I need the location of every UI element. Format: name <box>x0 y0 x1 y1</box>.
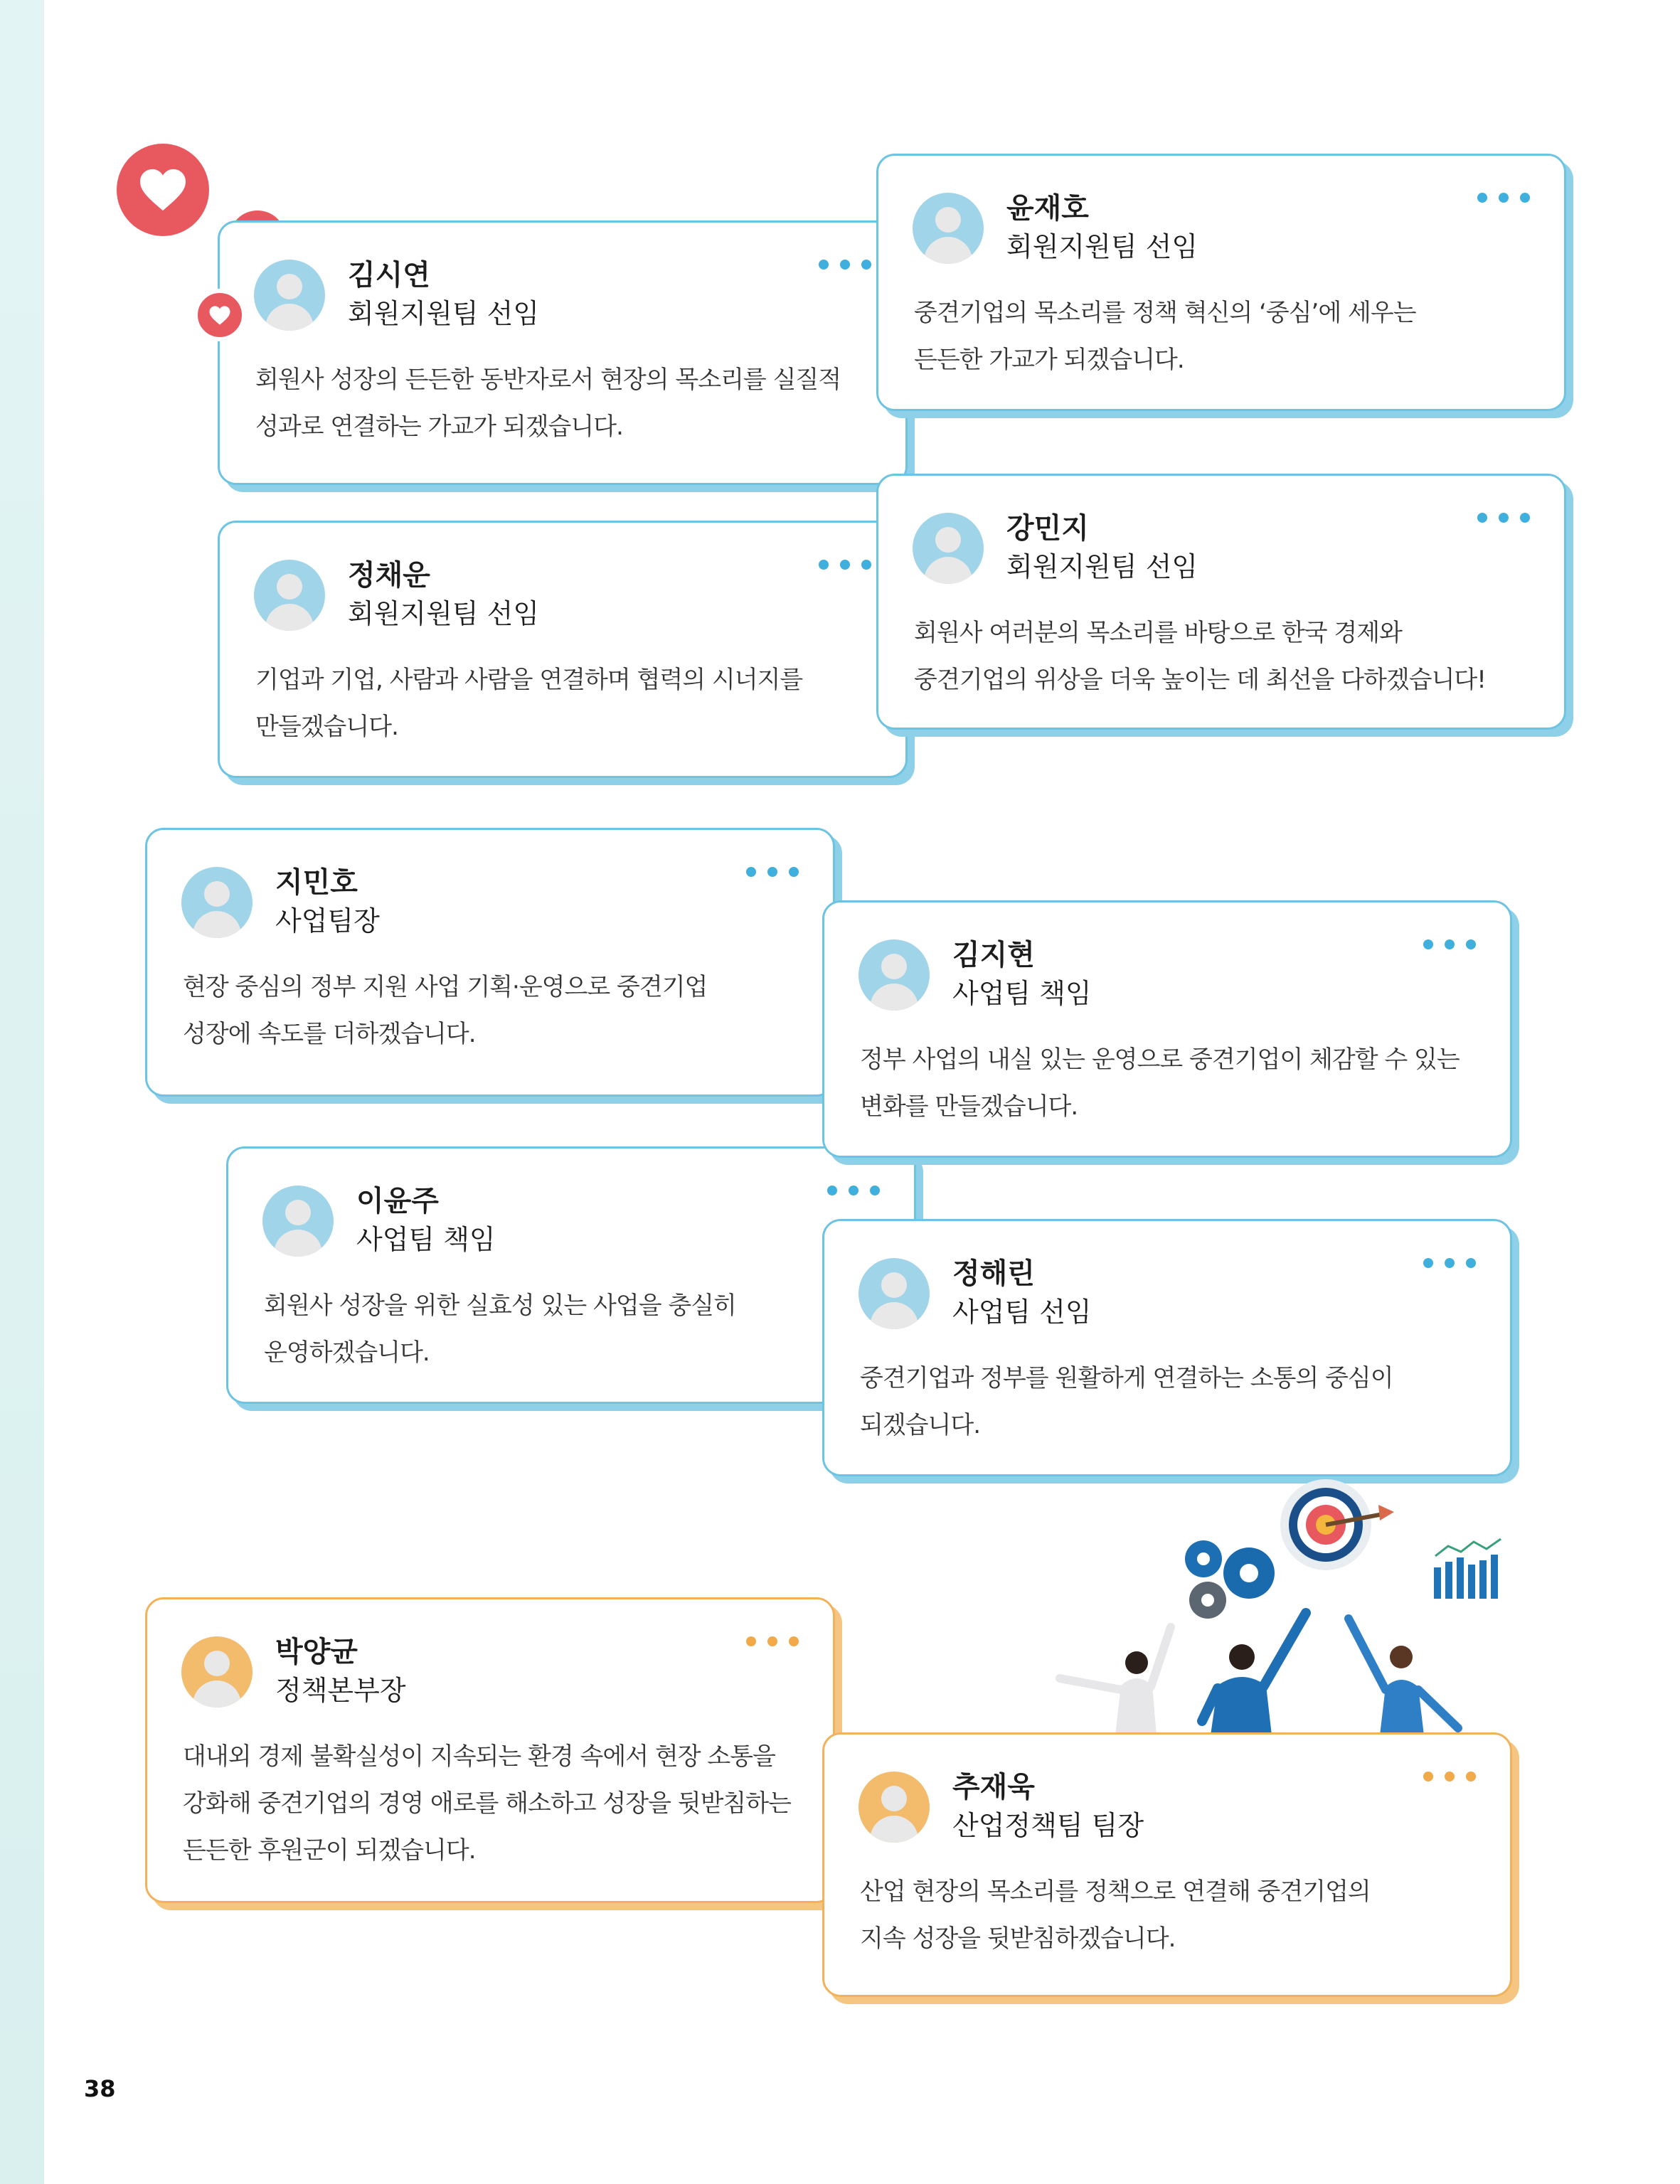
staff-message: 회원사 성장의 든든한 동반자로서 현장의 목소리를 실질적 성과로 연결하는 가교가 되겠습니다. <box>255 366 841 441</box>
staff-role: 사업팀장 <box>275 905 380 937</box>
staff-name: 김시연 <box>348 259 430 292</box>
staff-name: 김지현 <box>952 939 1035 971</box>
more-dots-icon[interactable] <box>827 1186 880 1195</box>
staff-name: 지민호 <box>275 866 358 899</box>
staff-message: 정부 사업의 내실 있는 운영으로 중견기업이 체감할 수 있는 변화를 만들겠습니다. <box>860 1045 1460 1121</box>
staff-role: 회원지원팀 선임 <box>348 298 540 329</box>
staff-message: 대내외 경제 불확실성이 지속되는 환경 속에서 현장 소통을 강화해 중견기업의 경영 애로를 해소하고 성장을 뒷받침하는 든든한 후원군이 되겠습니다. <box>183 1742 791 1865</box>
staff-name: 이윤주 <box>356 1185 439 1218</box>
staff-message: 중견기업과 정부를 원활하게 연결하는 소통의 중심이 되겠습니다. <box>860 1364 1393 1439</box>
staff-role: 회원지원팀 선임 <box>1006 551 1198 582</box>
side-decor-strip <box>0 0 44 2184</box>
more-dots-icon[interactable] <box>1477 193 1530 203</box>
staff-role: 산업정책팀 팀장 <box>952 1810 1144 1841</box>
staff-card <box>822 1732 1512 1997</box>
staff-card <box>876 154 1566 411</box>
staff-name: 추재욱 <box>952 1771 1035 1804</box>
staff-card <box>822 900 1512 1158</box>
page-number: 38 <box>84 2075 116 2102</box>
staff-message: 회원사 여러분의 목소리를 바탕으로 한국 경제와 중견기업의 위상을 더욱 높이는 데 최선을 다하겠습니다! <box>914 619 1486 694</box>
more-dots-icon[interactable] <box>1423 1258 1476 1268</box>
staff-card <box>218 521 908 778</box>
user-avatar-icon <box>858 1772 930 1843</box>
staff-card <box>876 474 1566 730</box>
user-avatar-icon <box>913 193 984 264</box>
user-avatar-icon <box>181 867 252 938</box>
user-avatar-icon <box>858 939 930 1011</box>
staff-card <box>145 828 835 1097</box>
heart-icon <box>117 144 209 236</box>
staff-message: 기업과 기업, 사람과 사람을 연결하며 협력의 시너지를 만들겠습니다. <box>255 666 803 741</box>
staff-message: 산업 현장의 목소리를 정책으로 연결해 중견기업의 지속 성장을 뒷받침하겠습니다. <box>860 1877 1371 1953</box>
staff-card <box>218 220 908 485</box>
user-avatar-icon <box>262 1186 334 1257</box>
staff-name: 강민지 <box>1006 512 1089 545</box>
user-avatar-icon <box>181 1636 252 1708</box>
staff-role: 사업팀 책임 <box>356 1224 496 1255</box>
staff-name: 박양균 <box>275 1636 358 1668</box>
staff-name: 정해린 <box>952 1257 1035 1290</box>
staff-message: 현장 중심의 정부 지원 사업 기획·운영으로 중견기업 성장에 속도를 더하겠습니다. <box>183 973 708 1048</box>
heart-icon <box>193 289 246 341</box>
staff-message: 회원사 성장을 위한 실효성 있는 사업을 충실히 운영하겠습니다. <box>264 1291 736 1367</box>
more-dots-icon[interactable] <box>1477 513 1530 523</box>
more-dots-icon[interactable] <box>746 1636 799 1646</box>
user-avatar-icon <box>254 260 325 331</box>
staff-role: 사업팀 책임 <box>952 978 1092 1009</box>
staff-role: 정책본부장 <box>275 1675 406 1706</box>
staff-role: 회원지원팀 선임 <box>348 598 540 629</box>
staff-role: 회원지원팀 선임 <box>1006 231 1198 262</box>
staff-role: 사업팀 선임 <box>952 1296 1092 1328</box>
more-dots-icon[interactable] <box>746 867 799 877</box>
user-avatar-icon <box>913 513 984 584</box>
staff-name: 정채운 <box>348 559 430 592</box>
user-avatar-icon <box>254 560 325 631</box>
more-dots-icon[interactable] <box>1423 1772 1476 1781</box>
teamwork-target-gears-chart-illustration <box>1031 1479 1543 1735</box>
more-dots-icon[interactable] <box>819 560 871 570</box>
staff-card <box>226 1146 916 1404</box>
staff-card <box>145 1597 835 1903</box>
more-dots-icon[interactable] <box>1423 939 1476 949</box>
staff-card <box>822 1219 1512 1476</box>
more-dots-icon[interactable] <box>819 260 871 270</box>
staff-name: 윤재호 <box>1006 192 1089 225</box>
user-avatar-icon <box>858 1258 930 1329</box>
staff-message: 중견기업의 목소리를 정책 혁신의 ‘중심’에 세우는 든든한 가교가 되겠습니다. <box>914 299 1416 374</box>
